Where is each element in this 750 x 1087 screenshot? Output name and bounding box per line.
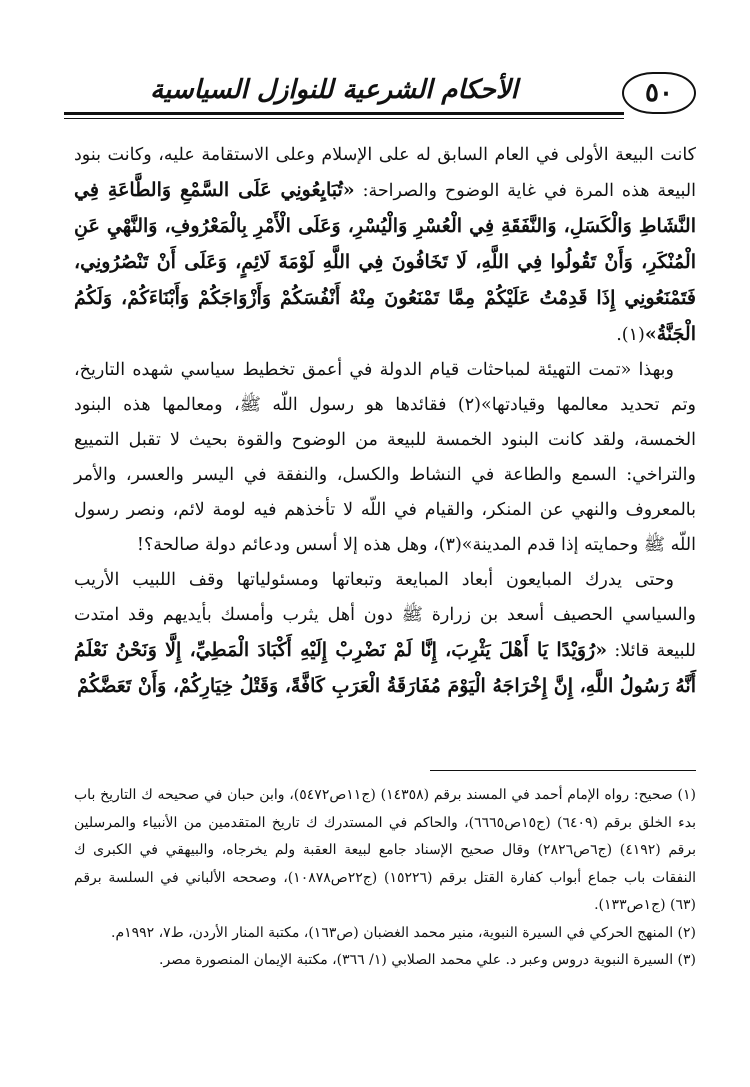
running-title: الأحكام الشرعية للنوازل السياسية — [150, 75, 518, 105]
footnotes — [74, 782, 696, 975]
main-text — [74, 138, 696, 705]
footnote-3: (٣) السيرة النبوية دروس وعبر د. علي محمد الصلابي (١/ ٣٦٦)، مكتبة الإيمان المنصورة مصر. — [159, 952, 696, 968]
paragraph-3 — [74, 563, 696, 705]
footnote-separator — [430, 770, 696, 771]
footnote-ref-1: (١). — [616, 325, 645, 345]
paragraph-3-lead: وحتى يدرك المبايعون أبعاد المبايعة وتبعاتها ومسئولياتها وقف اللبيب الأريب والسياسي الحصيف أسعد بن زرارة ﷺ دون أهل يثرب وأمسك بأيديهم وقد امتدت للبيعة قائلا: — [74, 570, 696, 661]
footnote-2: (٢) المنهج الحركي في السيرة النبوية، منير محمد الغضبان (ص١٦٣)، مكتبة المنار الأردن، ط٧، ١٩٩٢م. — [111, 924, 696, 941]
page-number: ٥٠ — [622, 72, 696, 114]
paragraph-1-lead: كانت البيعة الأولى في العام السابق له على الإسلام وعلى الاستقامة عليه، وكانت بنود البيعة هذه المرة في غاية الوضوح والصراحة: — [74, 145, 696, 201]
paragraph-1 — [74, 138, 696, 353]
hadith-quote-2: «رُوَيْدًا يَا أَهْلَ يَثْرِبَ، إِنَّا لَمْ نَضْرِبْ إِلَيْهِ أَكْبَادَ الْمَطِيِّ، إِلَّا وَنَحْنُ نَعْلَمُ أَنَّهُ رَسُولُ اللَّهِ، إِنَّ إِخْرَاجَهُ الْيَوْمَ مُفَارَقَةُ الْعَرَبِ كَافَّةً، وَقَتْلُ خِيَارِكُمْ، وَأَنْ تَعَضَّكُمْ — [74, 639, 696, 697]
header-rule — [64, 112, 624, 115]
paragraph-2: وبهذا «تمت التهيئة لمباحثات قيام الدولة في أعمق تخطيط سياسي شهده التاريخ، وتم تحديد معالمها وقيادتها»(٢) فقائدها هو رسول اللّه ﷺ، ومعالمها هذه البنود الخمسة، ولقد كانت البنود الخمسة للبيعة من الوضوح والقوة بحيث لا تقبل التمييع والتراخي: السمع والطاعة في النشاط والكسل، والنفقة في اليسر والعسر، والأمر بالمعروف والنهي عن المنكر، والقيام في اللّه لا تأخذهم فيه لومة لائم، ونصر رسول اللّه ﷺ وحمايته إذا قدم المدينة»(٣)، وهل هذه إلا أسس ودعائم دولة صالحة؟! — [74, 360, 696, 555]
header-rule-thin — [64, 118, 624, 119]
page-header — [64, 62, 704, 122]
hadith-quote-1: «تُبَايِعُونِي عَلَى السَّمْعِ وَالطَّاعَةِ فِي النَّشَاطِ وَالْكَسَلِ، وَالنَّفَقَةِ فِي الْعُسْرِ وَالْيُسْرِ، وَعَلَى الْأَمْرِ بِالْمَعْرُوفِ، وَالنَّهْيِ عَنِ الْمُنْكَرِ، وَأَنْ تَقُولُوا فِي اللَّهِ، لَا تَخَافُونَ فِي اللَّهِ لَوْمَةَ لَائِمٍ، وَعَلَى أَنْ تَنْصُرُونِي، فَتَمْنَعُونِي إِذَا قَدِمْتُ عَلَيْكُمْ مِمَّا تَمْنَعُونَ مِنْهُ أَنْفُسَكُمْ وَأَزْوَاجَكُمْ وَأَبْنَاءَكُمْ، وَلَكُمُ الْجَنَّةُ» — [74, 179, 696, 345]
footnote-1: (١) صحيح: رواه الإمام أحمد في المسند برقم (١٤٣٥٨) (ج١١ص٥٤٧٢)، وابن حبان في صحيحه ك التاريخ باب بدء الخلق برقم (٦٤٠٩) (ج١٥ص٦٦٦٥)، والحاكم في المستدرك ك تاريخ المتقدمين من الأنبياء والمرسلين برقم (٤١٩٢) (ج٦ص٢٨٢٦) وقال صحيح الإسناد جامع لبيعة العقبة ولم يخرجاه، والبيهقي في الكبرى ك النفقات باب جماع أبواب كفارة القتل برقم (١٥٢٢٦) (ج٢٢ص١٠٨٧٨)، وصححه الألباني في السلسة برقم (٦٣) (ج١ص١٣٣). — [74, 787, 697, 913]
